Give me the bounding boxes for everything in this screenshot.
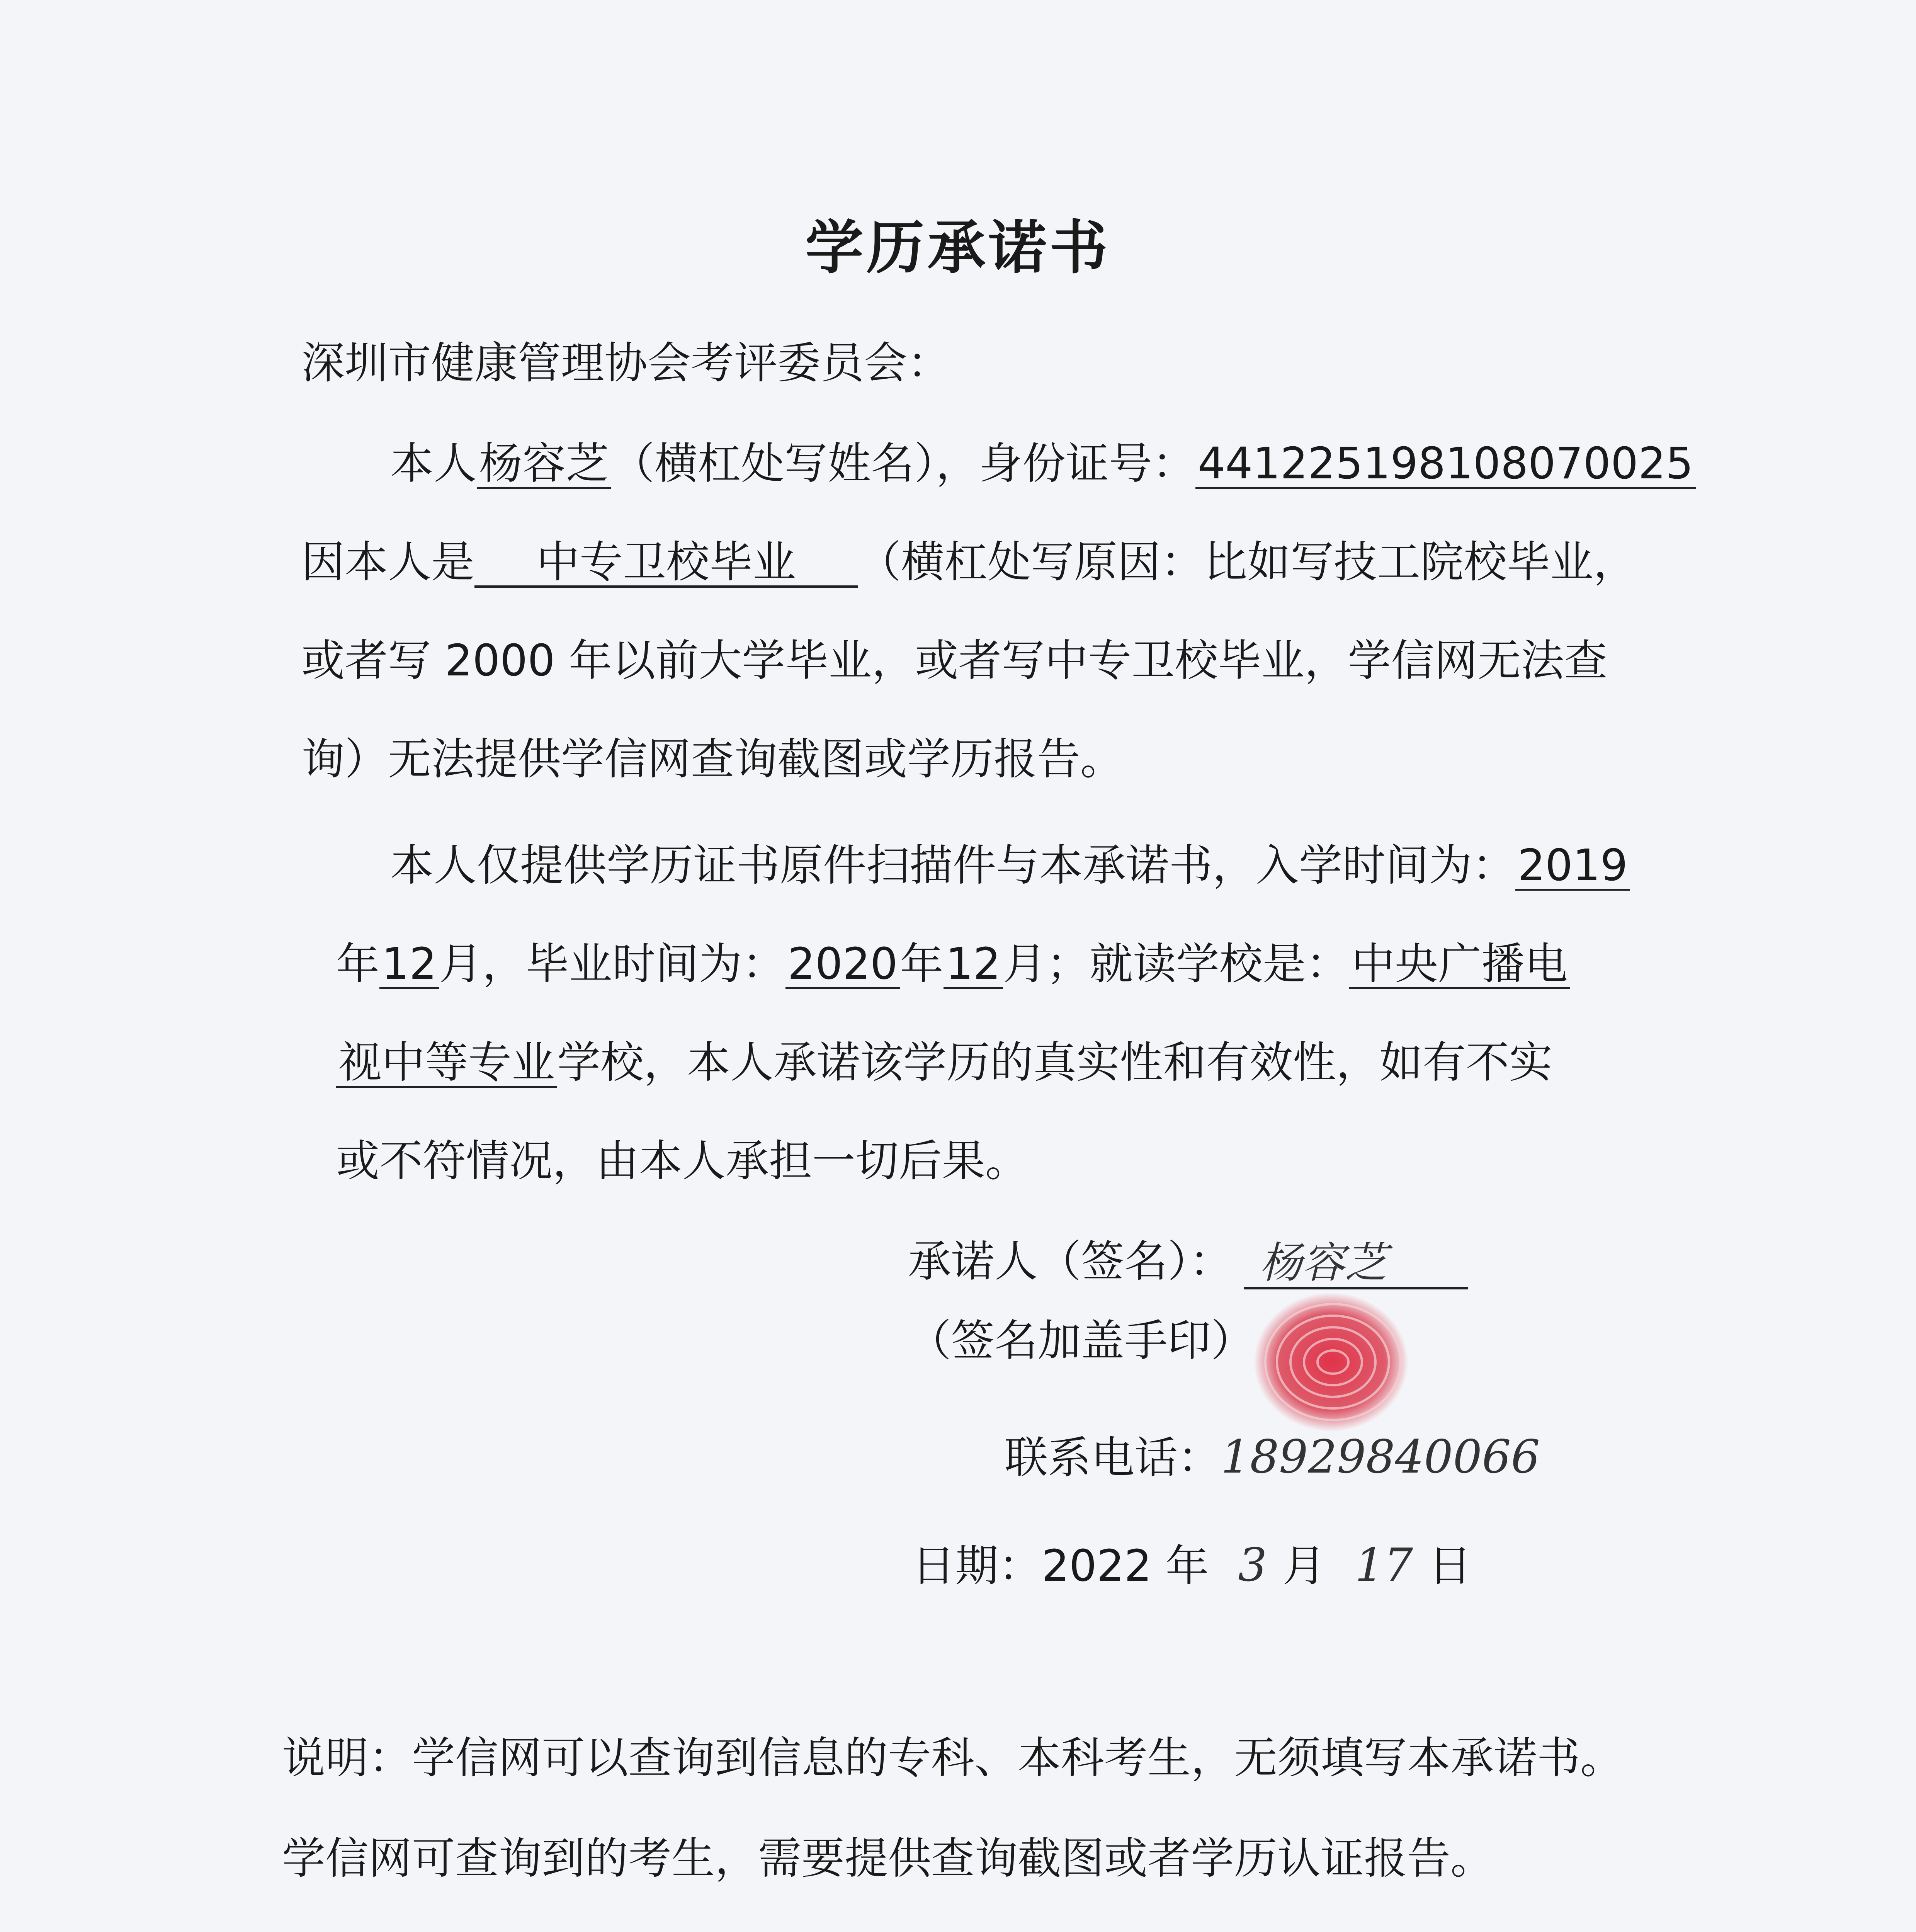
id-number-field: 441225198108070025 bbox=[1195, 440, 1696, 489]
entry-month-field: 12 bbox=[379, 941, 439, 989]
p1-line4: 询）无法提供学信网查询截图或学历报告。 bbox=[301, 734, 1124, 784]
p1-line1: 本人杨容芝（横杠处写姓名），身份证号：441225198108070025 bbox=[390, 437, 1696, 491]
handwritten-signature: 杨容芝 bbox=[1260, 1238, 1387, 1287]
p2-line2: 年12月，毕业时间为：2020年12月；就读学校是：中央广播电 bbox=[336, 937, 1570, 991]
name-field: 杨容芝 bbox=[477, 440, 611, 489]
reason-field: 中专卫校毕业 bbox=[474, 539, 858, 588]
fingerprint-icon bbox=[1236, 1279, 1418, 1441]
p2-line1: 本人仅提供学历证书原件扫描件与本承诺书，入学时间为：2019 bbox=[390, 838, 1630, 893]
handwritten-phone: 18929840066 bbox=[1221, 1430, 1540, 1483]
handwritten-day: 17 bbox=[1355, 1538, 1413, 1592]
entry-year-field: 2019 bbox=[1515, 842, 1630, 891]
p2-line3: 视中等专业学校，本人承诺该学历的真实性和有效性，如有不实 bbox=[336, 1036, 1552, 1090]
grad-month-field: 12 bbox=[944, 941, 1003, 989]
document-title: 学历承诺书 bbox=[805, 214, 1111, 282]
p1-line3: 或者写 2000 年以前大学毕业，或者写中专卫校毕业，学信网无法查 bbox=[301, 636, 1608, 686]
handwritten-month: 3 bbox=[1238, 1538, 1267, 1592]
p2-line4: 或不符情况，由本人承担一切后果。 bbox=[336, 1136, 1029, 1186]
signature-note: （签名加盖手印） bbox=[908, 1316, 1254, 1366]
addressee: 深圳市健康管理协会考评委员会： bbox=[301, 338, 950, 388]
note-line1: 说明：学信网可以查询到信息的专科、本科考生，无须填写本承诺书。 bbox=[282, 1733, 1624, 1783]
school-field-part1: 中央广播电 bbox=[1349, 941, 1570, 989]
school-field-part2: 视中等专业 bbox=[336, 1039, 557, 1088]
p1-line2: 因本人是 中专卫校毕业 （横杠处写原因：比如写技工院校毕业， bbox=[301, 537, 1637, 587]
grad-year-field: 2020 bbox=[785, 941, 900, 989]
note-line2: 学信网可查询到的考生，需要提供查询截图或者学历认证报告。 bbox=[282, 1833, 1494, 1884]
phone-line: 联系电话：18929840066 bbox=[1005, 1430, 1540, 1483]
signer-label: 承诺人（签名）： bbox=[908, 1236, 1233, 1287]
date-line: 日期：2022 年 3 月 17 日 bbox=[912, 1538, 1472, 1592]
